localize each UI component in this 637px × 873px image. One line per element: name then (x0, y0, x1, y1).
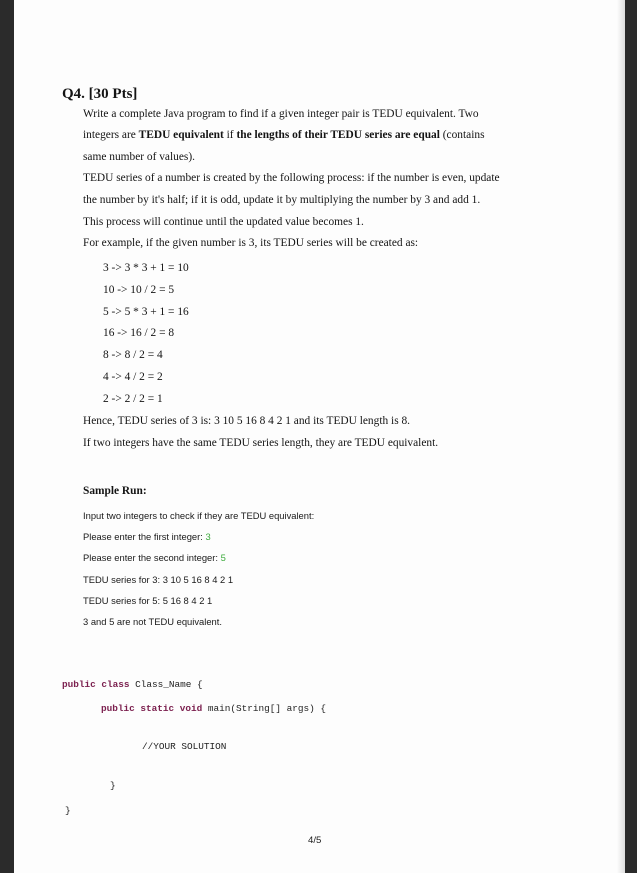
page-number: 4/5 (308, 835, 322, 846)
code-class-declaration: public class Class_Name { (62, 679, 203, 690)
sample-run-line: Input two integers to check if they are TEDU equivalent: (83, 510, 315, 521)
description-line: For example, if the given number is 3, its TEDU series will be created as: (83, 237, 419, 249)
question-title: Q4. [30 Pts] (62, 86, 138, 102)
description-line: the number by it's half; if it is odd, update it by multiplying the number by 3 and add 1. (83, 194, 481, 206)
description-line: integers are TEDU equivalent if the lengths of their TEDU series are equal (contains (83, 129, 485, 141)
code-main-declaration: public static void main(String[] args) { (101, 703, 327, 714)
conclusion-line: Hence, TEDU series of 3 is: 3 10 5 16 8 4 2 1 and its TEDU length is 8. (83, 415, 411, 427)
user-input-value: 5 (220, 552, 226, 563)
code-close-brace: } (110, 780, 116, 791)
bold-term: the lengths of their TEDU series are equal (236, 129, 440, 141)
description-line: TEDU series of a number is created by the following process: if the number is even, update (83, 172, 500, 184)
sample-run-line: Please enter the second integer: 5 (83, 552, 226, 563)
series-step: 8 -> 8 / 2 = 4 (103, 349, 163, 361)
code-comment: //YOUR SOLUTION (142, 741, 227, 752)
series-step: 2 -> 2 / 2 = 1 (103, 393, 163, 405)
series-step: 3 -> 3 * 3 + 1 = 10 (103, 262, 189, 274)
sample-run-heading: Sample Run: (83, 485, 147, 497)
document-page (14, 0, 625, 873)
description-line: same number of values). (83, 151, 195, 163)
conclusion-line: If two integers have the same TEDU series length, they are TEDU equivalent. (83, 437, 439, 449)
description-line: Write a complete Java program to find if a given integer pair is TEDU equivalent. Two (83, 108, 479, 120)
series-step: 5 -> 5 * 3 + 1 = 16 (103, 306, 189, 318)
user-input-value: 3 (205, 531, 211, 542)
sample-run-line: TEDU series for 3: 3 10 5 16 8 4 2 1 (83, 574, 234, 585)
bold-term: TEDU equivalent (138, 129, 224, 141)
series-step: 10 -> 10 / 2 = 5 (103, 284, 175, 296)
series-step: 16 -> 16 / 2 = 8 (103, 327, 175, 339)
description-line: This process will continue until the updated value becomes 1. (83, 216, 364, 228)
code-close-brace: } (65, 805, 71, 816)
sample-run-line: Please enter the first integer: 3 (83, 531, 211, 542)
series-step: 4 -> 4 / 2 = 2 (103, 371, 163, 383)
sample-run-line: TEDU series for 5: 5 16 8 4 2 1 (83, 595, 213, 606)
sample-run-line: 3 and 5 are not TEDU equivalent. (83, 616, 222, 627)
